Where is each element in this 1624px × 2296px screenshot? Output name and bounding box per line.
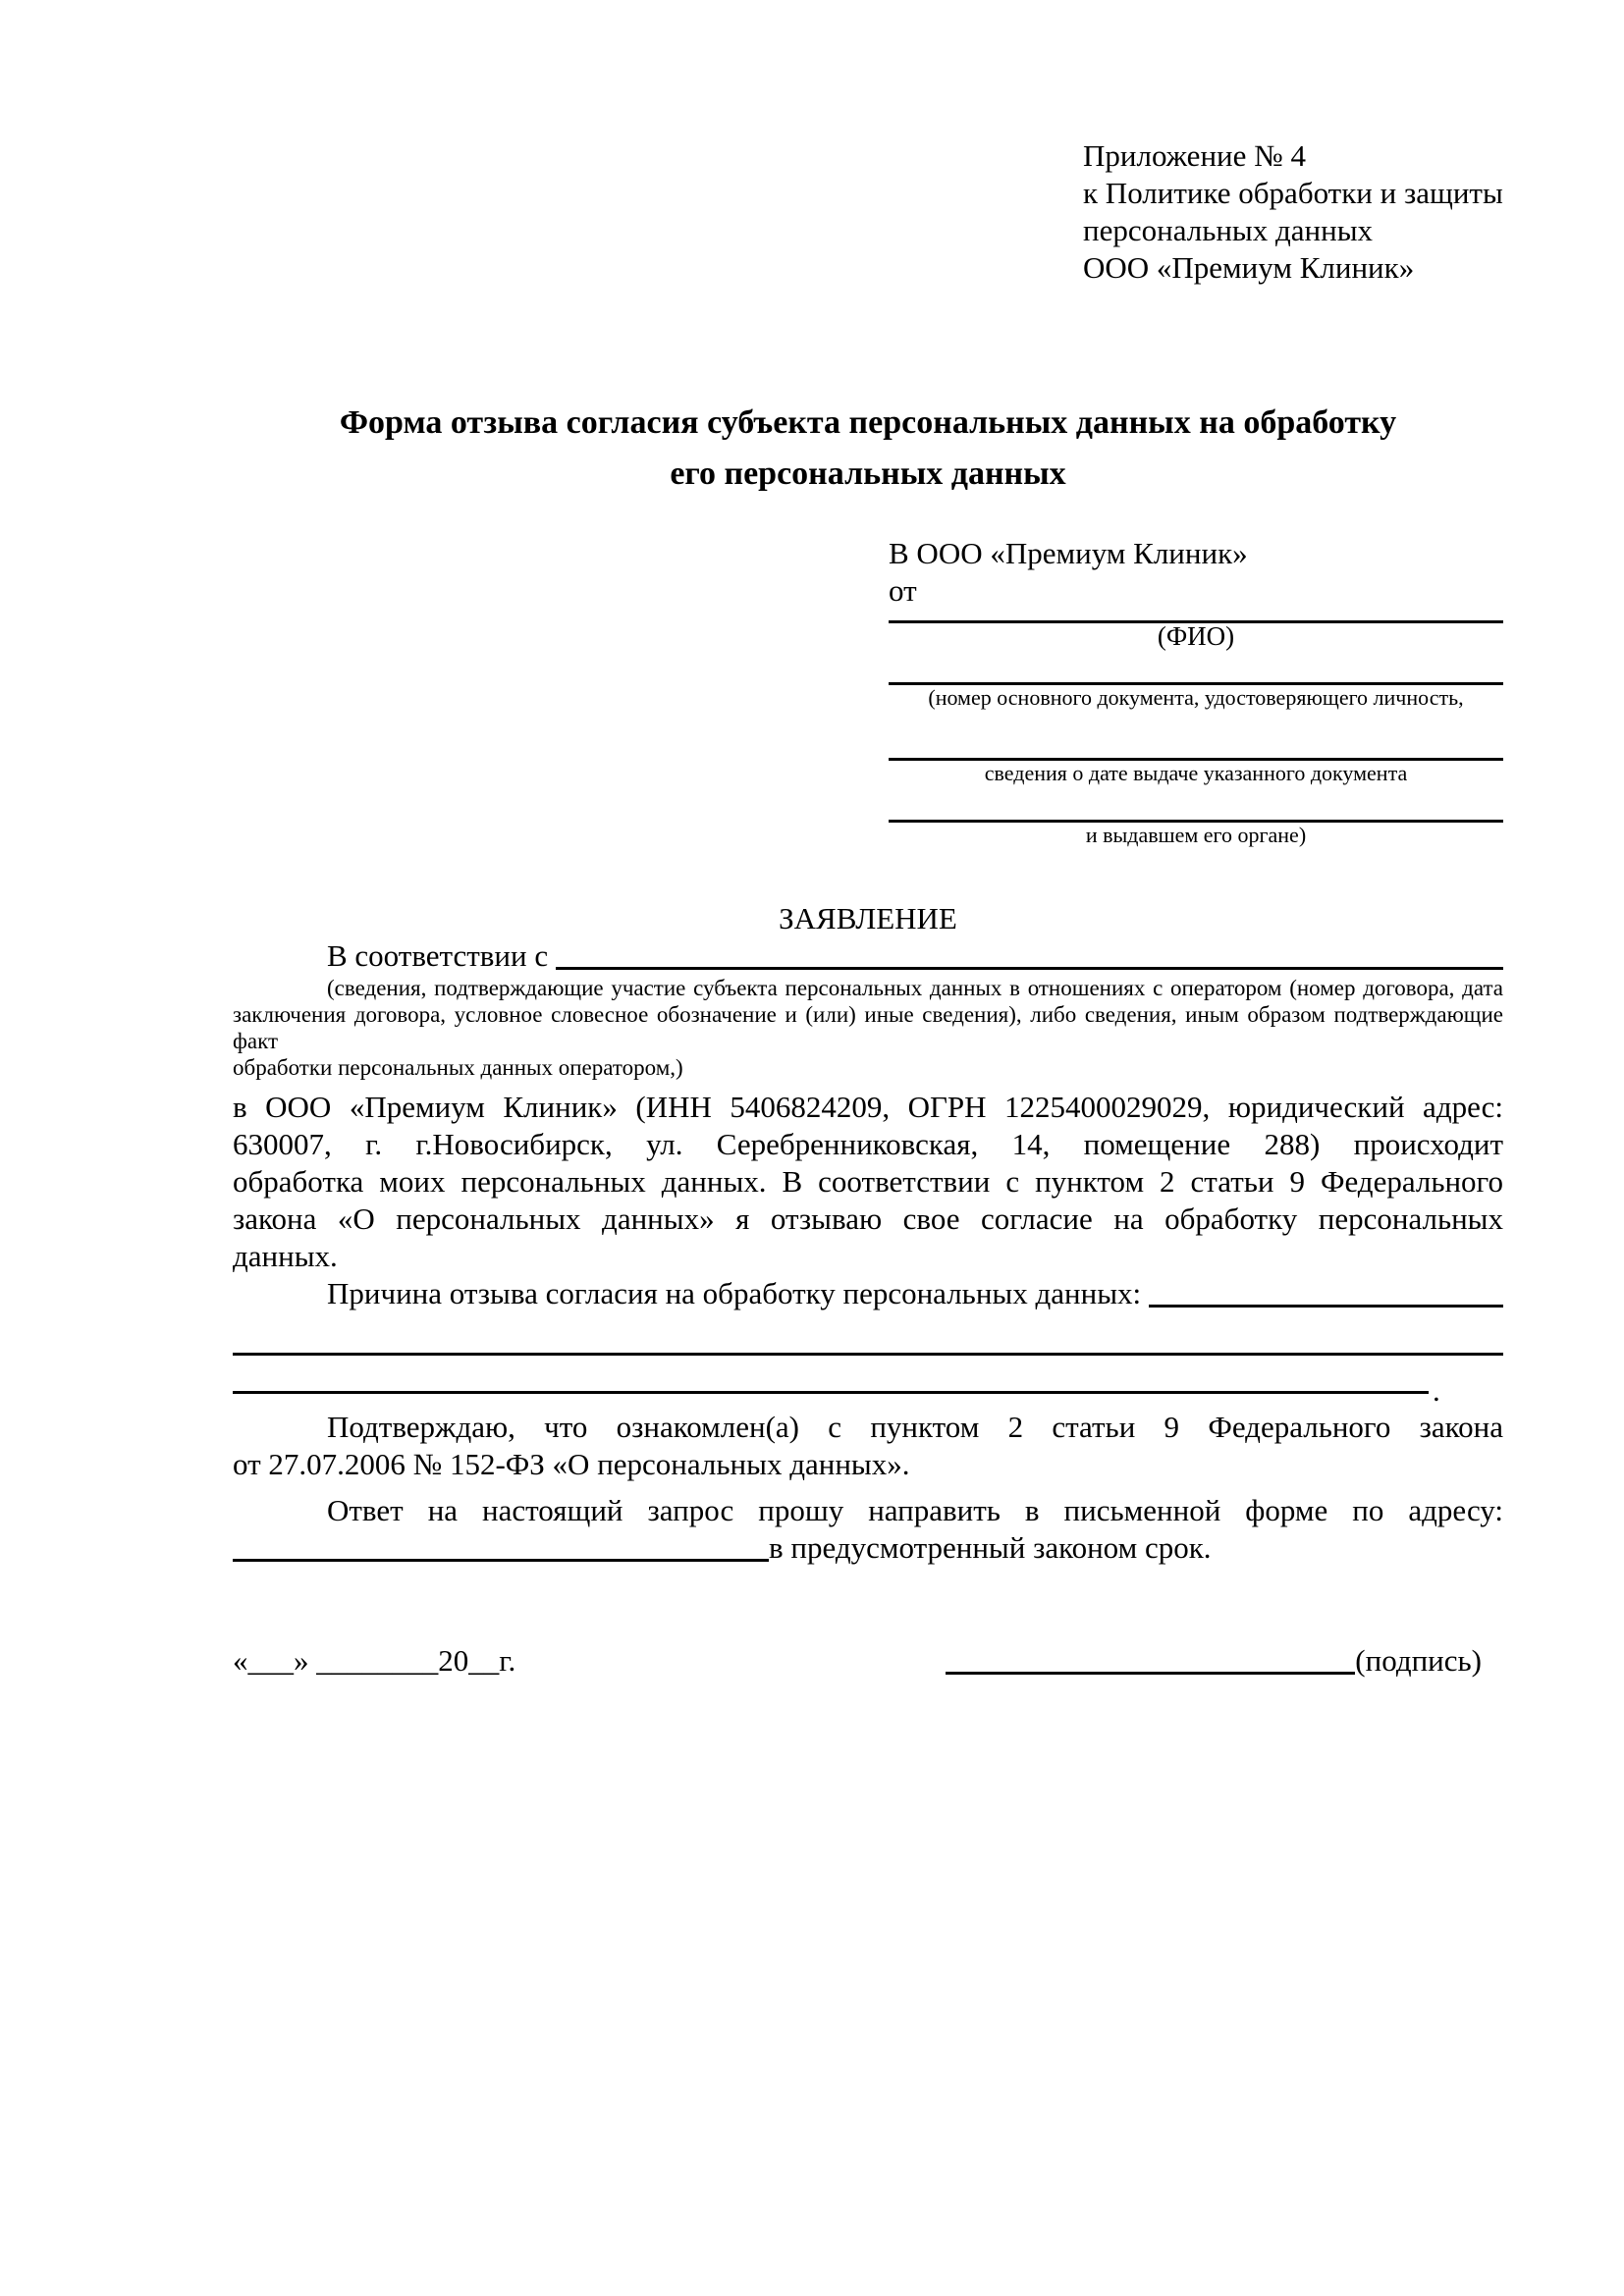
small-print-line: заключения договора, условное словесное обозначение и (или) иные сведения), либо сведения, иным образом подтверждающие факт [233, 1002, 1503, 1053]
appendix-note-line: ООО «Премиум Клиник» [1083, 250, 1415, 285]
body-paragraph [233, 1089, 1503, 1275]
reply-address-row [233, 1529, 1503, 1567]
document-number-field [889, 682, 1503, 711]
document-title [233, 398, 1503, 500]
issuing-authority-caption: и выдавшем его органе) [1085, 823, 1307, 847]
document-title-line: его персональных данных [670, 455, 1066, 492]
small-print-block [233, 975, 1503, 1081]
signature-caption: (подпись) [1355, 1643, 1482, 1678]
reason-blank-line-3 [233, 1360, 1429, 1394]
intro-blank-line [556, 937, 1503, 970]
reason-row [233, 1275, 1503, 1312]
reason-blank-line [1149, 1275, 1503, 1308]
reason-blank-line-2 [233, 1353, 1503, 1356]
small-print-line: (сведения, подтверждающие участие субъекта персональных данных в отношениях с оператором (номер договора, дата [327, 976, 1503, 1000]
body-line: закона «О персональных данных» я отзываю свое согласие на обработку персональных [233, 1201, 1503, 1236]
issue-date-caption: сведения о дате выдаче указанного документа [984, 761, 1408, 785]
reply-request-line: Ответ на настоящий запрос прошу направить в письменной форме по адресу: [327, 1493, 1503, 1527]
reason-label: Причина отзыва согласия на обработку персональных данных: [327, 1276, 1149, 1310]
addressee-from-label: от [889, 573, 917, 608]
appendix-note-line: Приложение № 4 [1083, 138, 1306, 173]
body-line: обработка моих персональных данных. В соответствии с пунктом 2 статьи 9 Федерального [233, 1164, 1503, 1199]
confirmation-paragraph [233, 1409, 1503, 1483]
statement-heading: ЗАЯВЛЕНИЕ [779, 901, 957, 935]
appendix-note-line: к Политике обработки и защиты [1083, 176, 1503, 210]
small-print-line: обработки персональных данных оператором,) [233, 1055, 683, 1080]
addressee-to: В ООО «Премиум Клиник» [889, 536, 1248, 570]
body-line: в ООО «Премиум Клиник» (ИНН 5406824209, ОГРН 1225400029029, юридический адрес: [233, 1090, 1503, 1124]
document-content [233, 0, 1503, 1680]
issuing-authority-field [889, 820, 1503, 848]
addressee-block [889, 535, 1503, 848]
body-line: 630007, г. г.Новосибирск, ул. Серебренниковская, 14, помещение 288) происходит [233, 1127, 1503, 1161]
reply-address-blank-line [233, 1529, 769, 1562]
reply-tail: в предусмотренный законом срок. [769, 1530, 1212, 1565]
issue-date-field [889, 758, 1503, 786]
signature-group [946, 1642, 1482, 1680]
intro-row [233, 937, 1503, 975]
confirmation-line: от 27.07.2006 № 152-ФЗ «О персональных данных». [233, 1447, 910, 1481]
document-title-line: Форма отзыва согласия субъекта персональных данных на обработку [339, 404, 1397, 441]
confirmation-line: Подтверждаю, что ознакомлен(а) с пунктом 2 статьи 9 Федерального закона [327, 1410, 1503, 1444]
document-number-caption: (номер основного документа, удостоверяющего личность, [928, 685, 1464, 710]
body-line: данных. [233, 1239, 338, 1273]
fio-field [889, 620, 1503, 649]
fio-caption: (ФИО) [1157, 621, 1235, 651]
footer-spacer [515, 1642, 946, 1680]
appendix-note-line: персональных данных [1083, 213, 1374, 247]
blank-line-terminator: . [1433, 1373, 1440, 1408]
date-signature-row [233, 1642, 1503, 1680]
date-blank-template: «___» ________20__г. [233, 1643, 516, 1678]
reason-blank-line-3-row [233, 1360, 1503, 1408]
intro-label: В соответствии с [327, 938, 556, 973]
signature-blank-line [946, 1642, 1355, 1675]
